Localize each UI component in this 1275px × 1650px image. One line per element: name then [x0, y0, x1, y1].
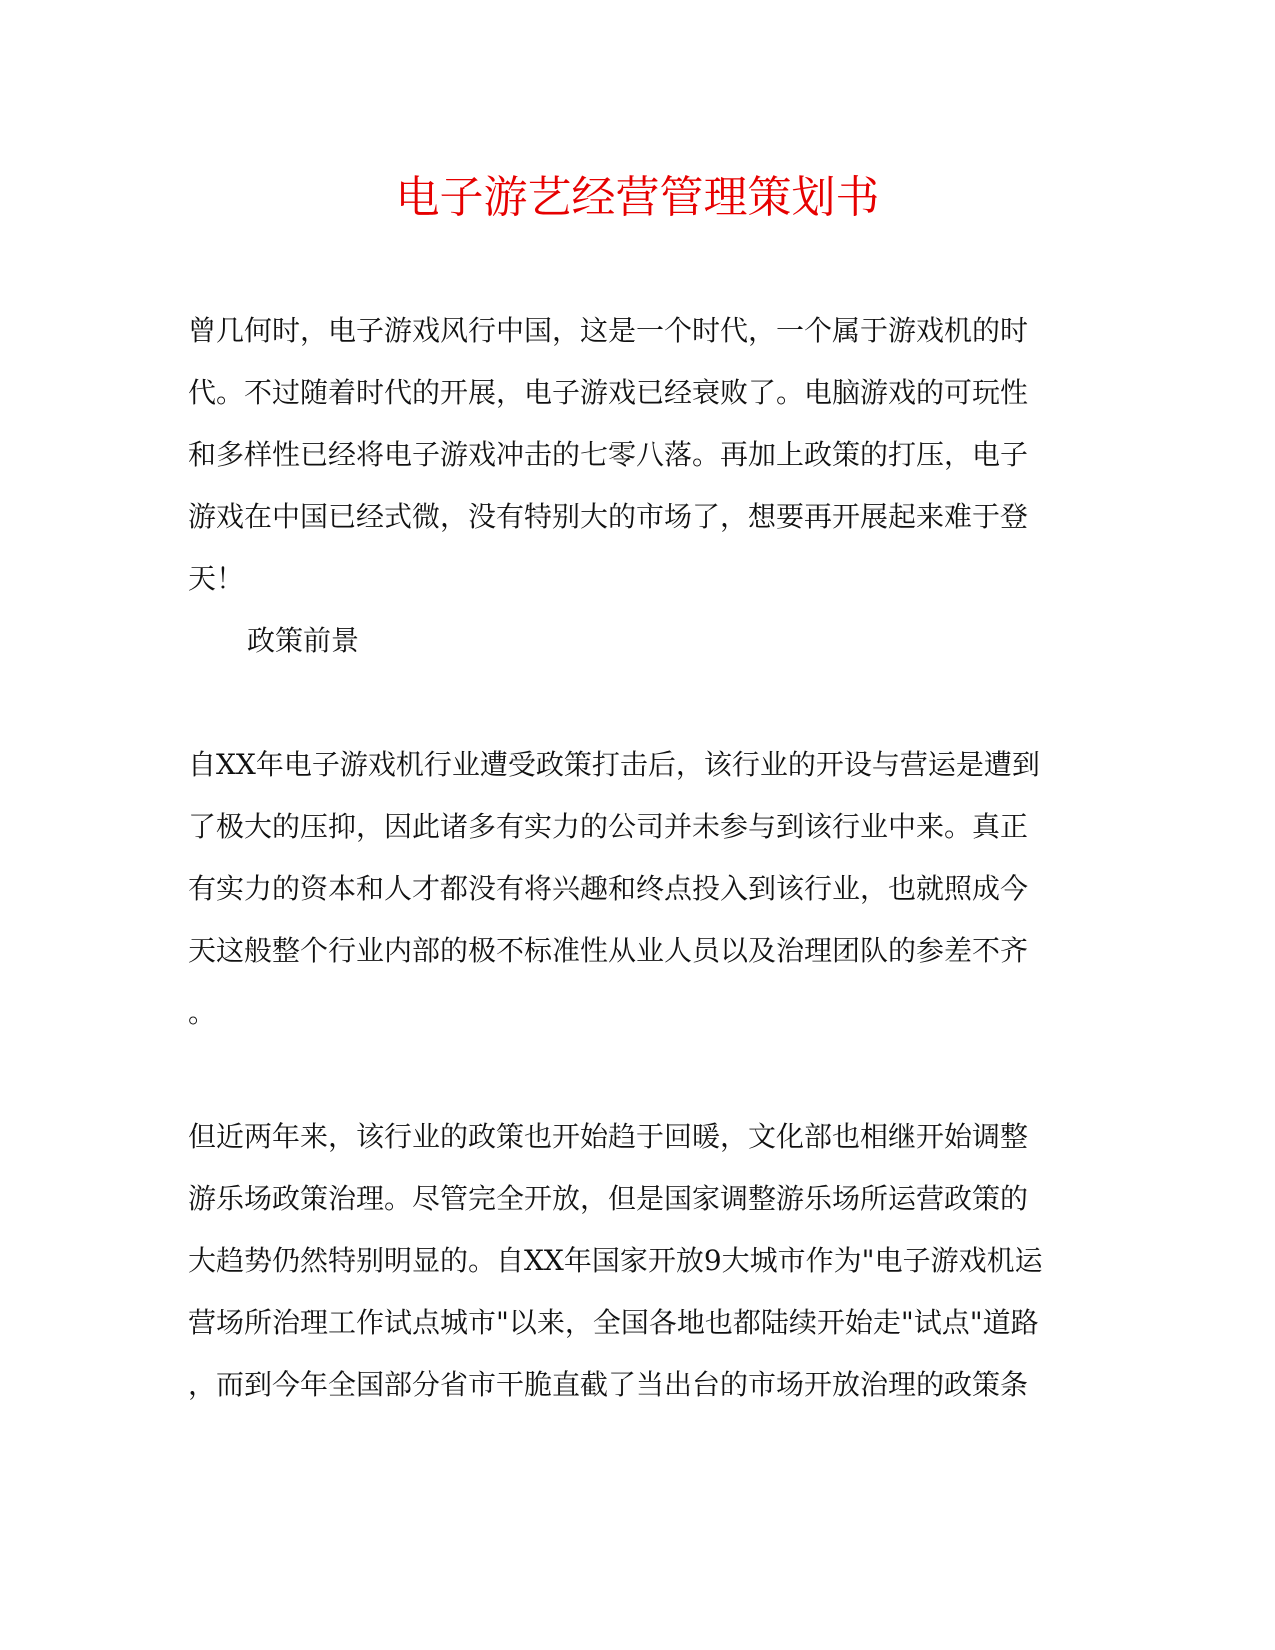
- section-heading-policy-outlook: 政策前景: [247, 624, 360, 657]
- paragraph-3-line-1: 但近两年来，该行业的政策也开始趋于回暖，文化部也相继开始调整: [188, 1120, 1029, 1153]
- paragraph-1-line-3: 和多样性已经将电子游戏冲击的七零八落。再加上政策的打压，电子: [188, 438, 1029, 471]
- paragraph-1-line-1: 曾几何时，电子游戏风行中国，这是一个时代，一个属于游戏机的时: [188, 314, 1029, 347]
- paragraph-2-line-5: 。: [188, 996, 217, 1029]
- paragraph-1-line-5: 天！: [188, 562, 245, 595]
- paragraph-3-line-5: ，而到今年全国部分省市干脆直截了当出台的市场开放治理的政策条: [188, 1368, 1029, 1401]
- paragraph-2-line-4: 天这般整个行业内部的极不标准性从业人员以及治理团队的参差不齐: [188, 934, 1029, 967]
- paragraph-2-line-1: 自XX年电子游戏机行业遭受政策打击后，该行业的开设与营运是遭到: [188, 748, 1040, 781]
- paragraph-3-line-3: 大趋势仍然特别明显的。自XX年国家开放9大城市作为"电子游戏机运: [188, 1244, 1043, 1277]
- paragraph-2-line-3: 有实力的资本和人才都没有将兴趣和终点投入到该行业，也就照成今: [188, 872, 1029, 905]
- paragraph-2-line-2: 了极大的压抑，因此诸多有实力的公司并未参与到该行业中来。真正: [188, 810, 1029, 843]
- paragraph-3-line-2: 游乐场政策治理。尽管完全开放，但是国家调整游乐场所运营政策的: [188, 1182, 1029, 1215]
- paragraph-1-line-4: 游戏在中国已经式微，没有特别大的市场了，想要再开展起来难于登: [188, 500, 1029, 533]
- paragraph-3-line-4: 营场所治理工作试点城市"以来，全国各地也都陆续开始走"试点"道路: [188, 1306, 1039, 1339]
- document-title: 电子游艺经营管理策划书: [395, 172, 880, 223]
- paragraph-1-line-2: 代。不过随着时代的开展，电子游戏已经衰败了。电脑游戏的可玩性: [188, 376, 1029, 409]
